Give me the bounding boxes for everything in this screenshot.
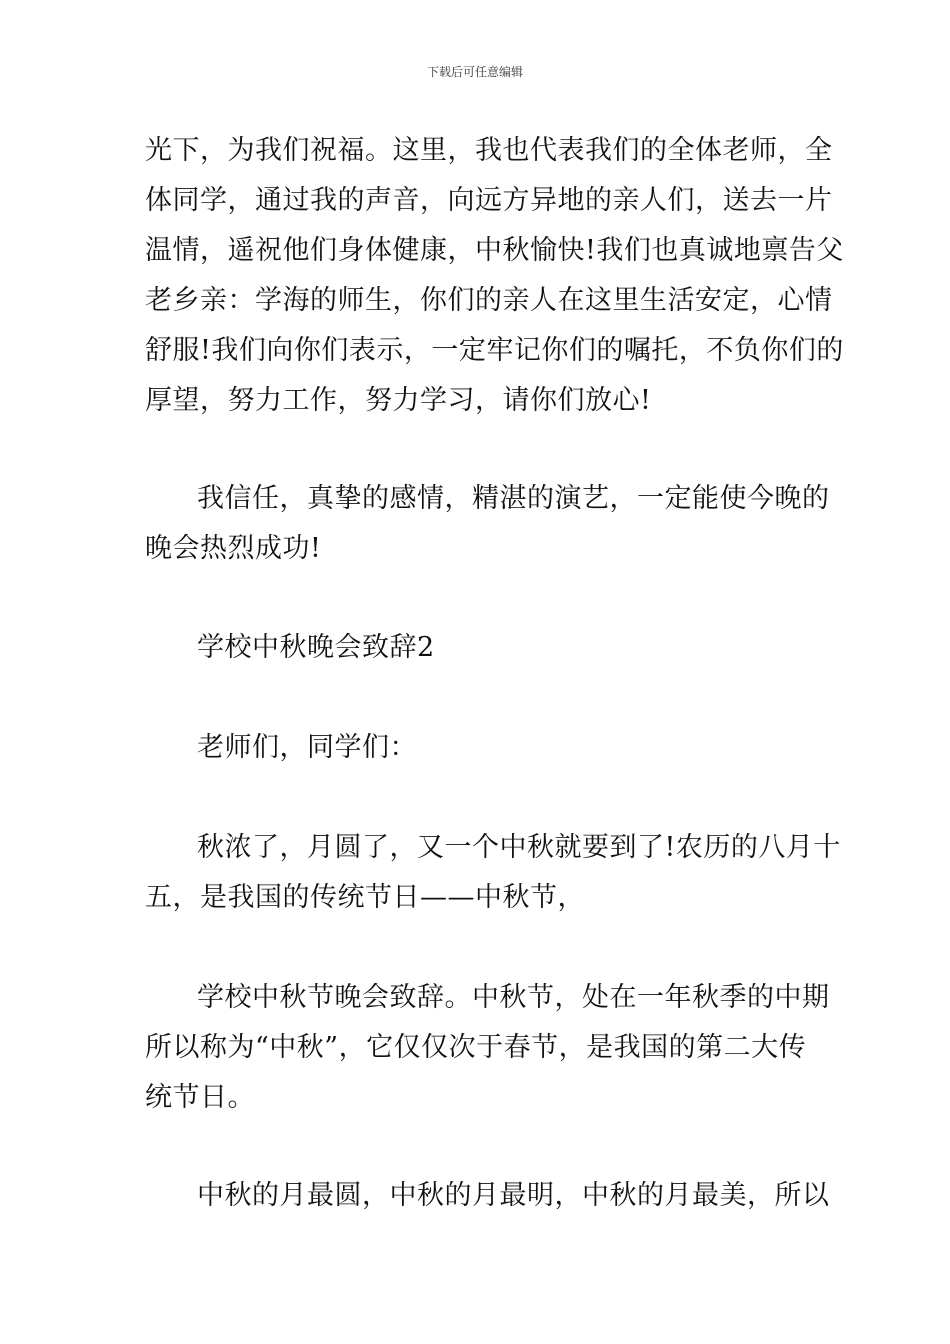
paragraph-line: 晚会热烈成功! [145,533,322,564]
paragraph-line: 光下，为我们祝福。这里，我也代表我们的全体老师，全 [145,135,833,166]
paragraph-line: 舒服!我们向你们表示，一定牢记你们的嘱托，不负你们的 [145,335,844,366]
paragraph-line: 中秋的月最圆，中秋的月最明，中秋的月最美，所以 [197,1180,830,1211]
paragraph-line: 统节日。 [145,1082,255,1113]
paragraph-line: 我信任，真挚的感情，精湛的演艺，一定能使今晚的 [197,483,830,514]
paragraph-line: 秋浓了，月圆了，又一个中秋就要到了!农历的八月十 [197,832,841,863]
salutation: 老师们，同学们： [197,732,417,763]
header-note: 下载后可任意编辑 [426,65,523,79]
paragraph-line: 所以称为“中秋”，它仅仅次于春节，是我国的第二大传 [145,1032,807,1063]
paragraph-line: 厚望，努力工作，努力学习，请你们放心! [145,385,652,416]
paragraph-line: 学校中秋节晚会致辞。中秋节，处在一年秋季的中期 [197,982,830,1013]
paragraph-line: 体同学，通过我的声音，向远方异地的亲人们，送去一片 [145,185,833,216]
paragraph-line: 五，是我国的传统节日——中秋节， [145,882,585,913]
section-heading: 学校中秋晚会致辞2 [197,632,435,663]
paragraph-line: 老乡亲：学海的师生，你们的亲人在这里生活安定，心情 [145,285,833,316]
paragraph-line: 温情，遥祝他们身体健康，中秋愉快!我们也真诚地禀告父 [145,235,844,266]
